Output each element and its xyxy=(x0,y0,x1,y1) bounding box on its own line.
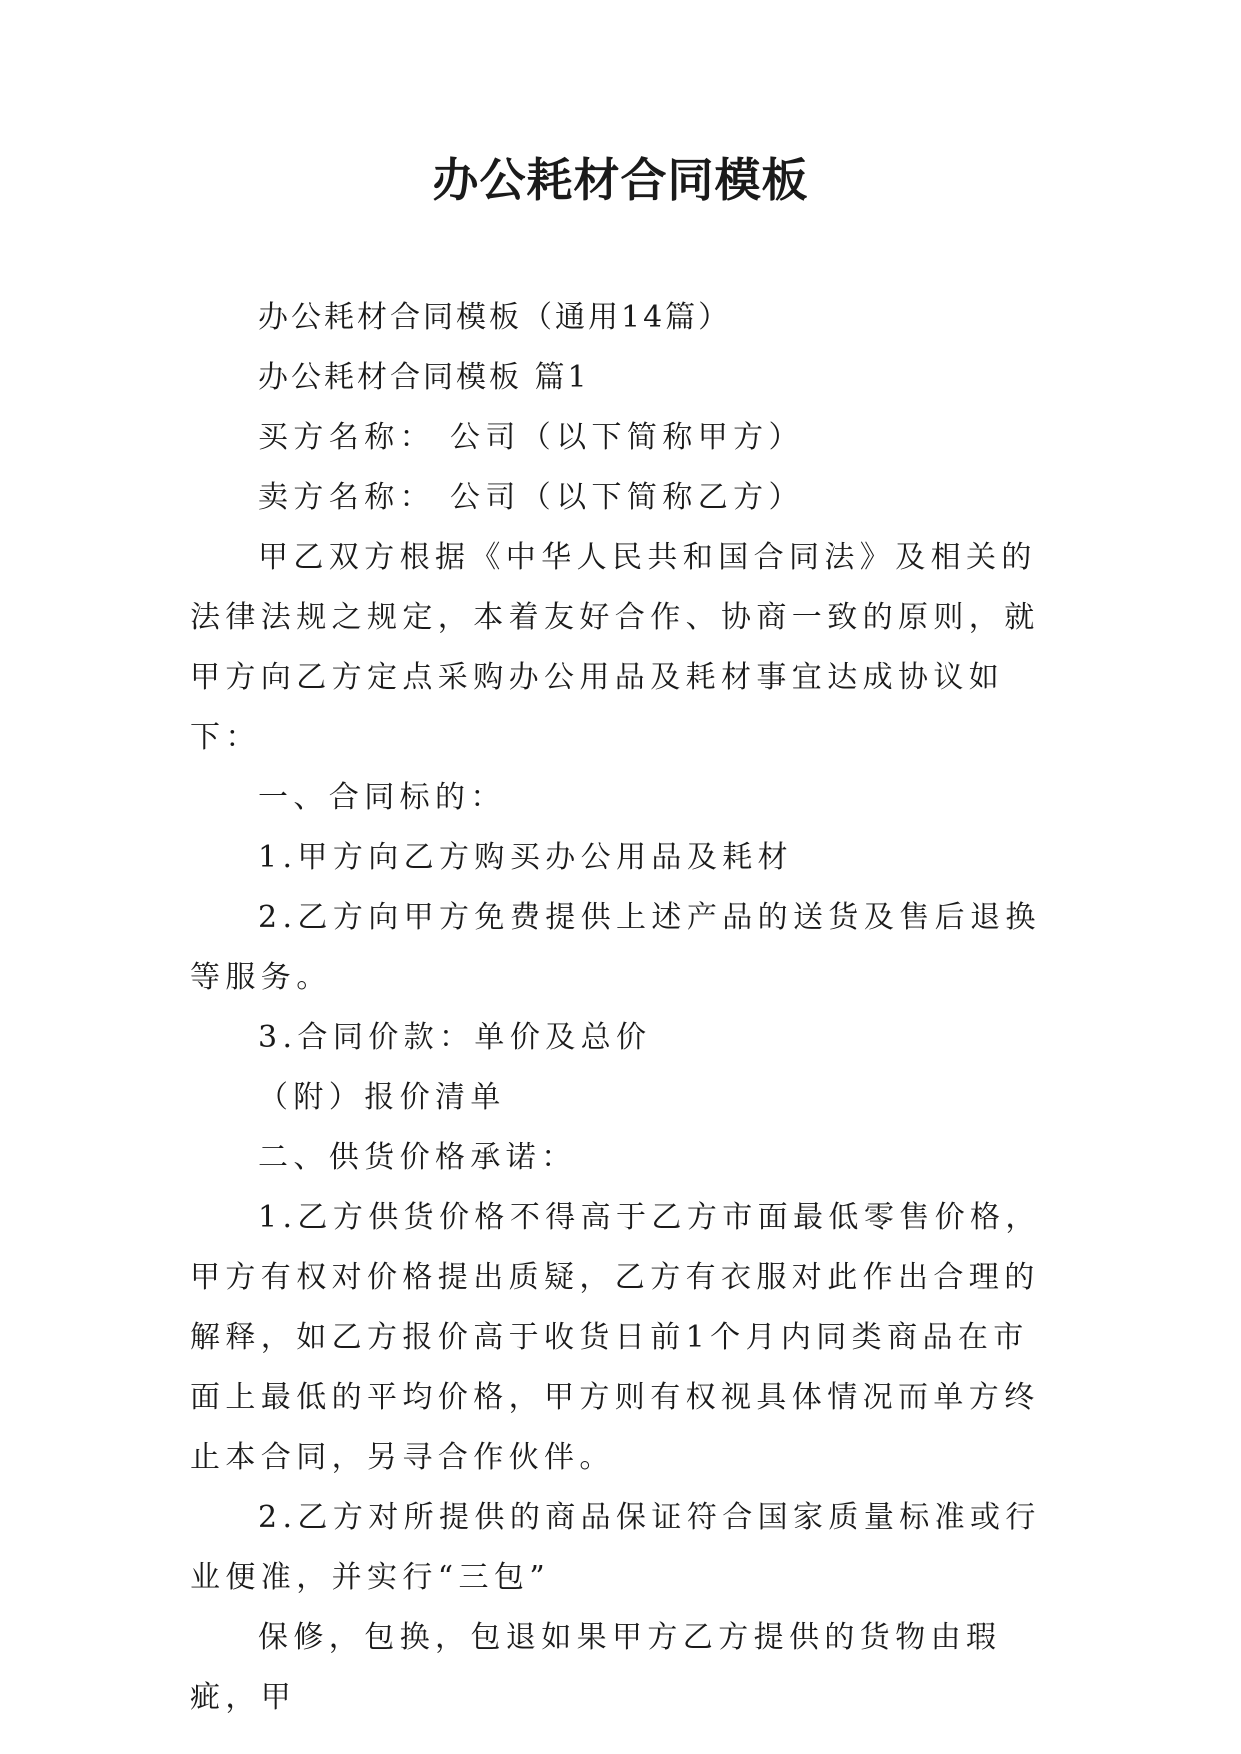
paragraph-clause-heading-1: 一、合同标的： xyxy=(258,780,506,815)
paragraph-clause-1-3: 3.合同价款：单价及总价 xyxy=(258,1020,652,1055)
paragraph-clause-1-1: 1.甲方向乙方购买办公用品及耗材 xyxy=(258,840,794,875)
paragraph-buyer-name: 买方名称： 公司（以下简称甲方） xyxy=(258,420,804,455)
paragraph-clause-heading-2: 二、供货价格承诺： xyxy=(258,1140,577,1175)
paragraph-section-heading: 办公耗材合同模板 篇1 xyxy=(258,360,590,395)
paragraph-seller-name: 卖方名称： 公司（以下简称乙方） xyxy=(258,480,804,515)
document-title: 办公耗材合同模板 xyxy=(432,153,809,207)
paragraph-clause-1-2: 2.乙方向甲方免费提供上述产品的送货及售后退换等服务。 xyxy=(190,900,1041,995)
paragraph-attachment-note: （附）报价清单 xyxy=(258,1080,506,1115)
paragraph-clause-2-1: 1.乙方供货价格不得高于乙方市面最低零售价格，甲方有权对价格提出质疑，乙方有衣服对此作出合理的解释，如乙方报价高于收货日前1个月内同类商品在市面上最低的平均价格，甲方则有权视具体情况而单方终止本合同，另寻合作伙伴。 xyxy=(190,1200,1041,1475)
document-body xyxy=(190,288,1062,1728)
paragraph-preamble: 甲乙双方根据《中华人民共和国合同法》及相关的法律法规之规定，本着友好合作、协商一致的原则，就甲方向乙方定点采购办公用品及耗材事宜达成协议如下： xyxy=(190,540,1040,755)
paragraph-clause-2-2: 2.乙方对所提供的商品保证符合国家质量标准或行业便准，并实行“三包” xyxy=(190,1500,1041,1595)
paragraph-subtitle: 办公耗材合同模板（通用14篇） xyxy=(258,300,732,335)
paragraph-warranty: 保修，包换，包退如果甲方乙方提供的货物由瑕疵，甲 xyxy=(190,1620,1002,1715)
